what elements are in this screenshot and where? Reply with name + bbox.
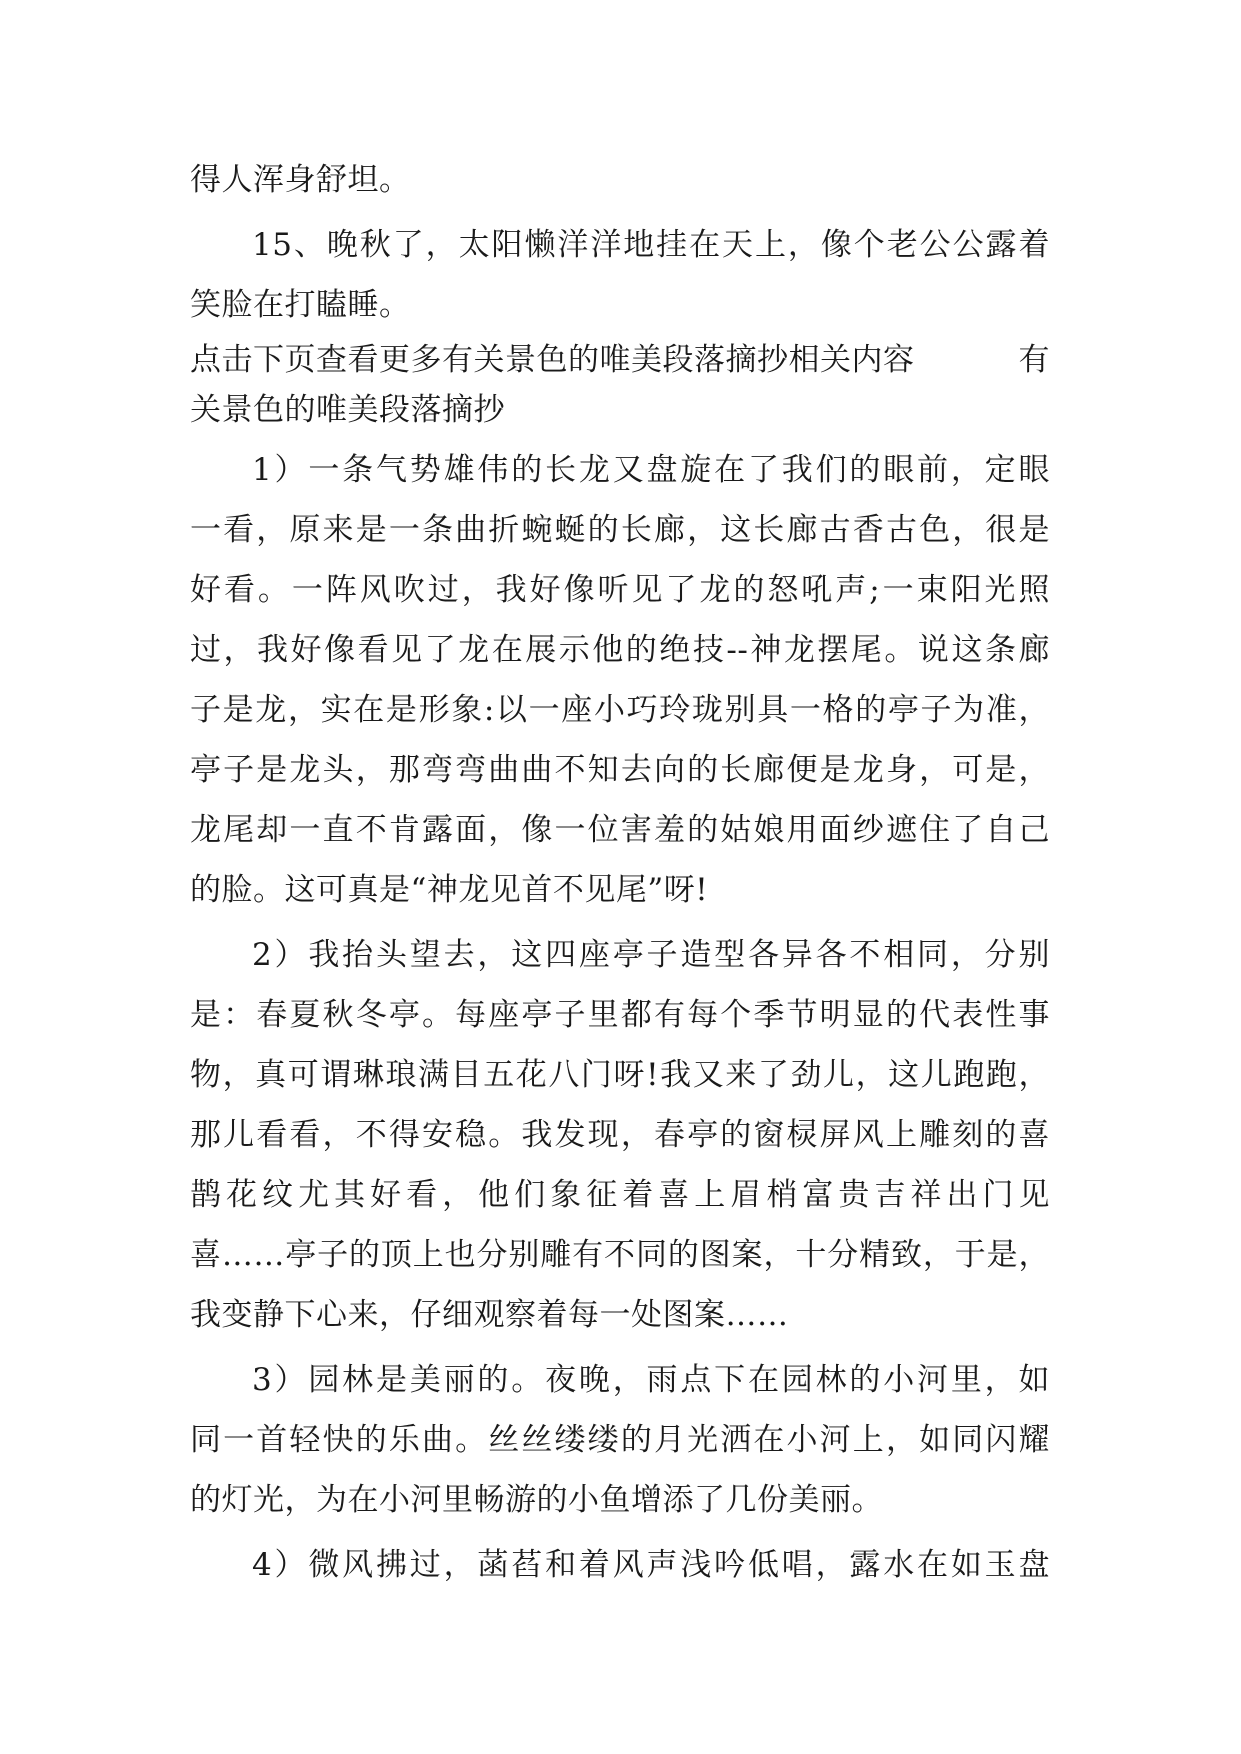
- text-line: 那儿看看，不得安稳。我发现，春亭的窗棂屏风上雕刻的喜: [190, 1117, 1050, 1153]
- text-line: 物，真可谓琳琅满目五花八门呀!我又来了劲儿，这儿跑跑，: [190, 1057, 1050, 1093]
- text-line: 的脸。这可真是“神龙见首不见尾”呀!: [190, 872, 709, 908]
- text-line: 好看。一阵风吹过，我好像听见了龙的怒吼声;一束阳光照: [190, 572, 1050, 608]
- text-line: 1）一条气势雄伟的长龙又盘旋在了我们的眼前，定眼: [252, 452, 1050, 488]
- text-line: 鹊花纹尤其好看，他们象征着喜上眉梢富贵吉祥出门见: [190, 1177, 1050, 1213]
- text-line: 是：春夏秋冬亭。每座亭子里都有每个季节明显的代表性事: [190, 997, 1050, 1033]
- next-page-link-tail: 有: [1018, 342, 1050, 378]
- text-line: 龙尾却一直不肯露面，像一位害羞的姑娘用面纱遮住了自己: [190, 812, 1050, 848]
- text-line: 子是龙，实在是形象:以一座小巧玲珑别具一格的亭子为准，: [190, 692, 1050, 728]
- next-page-link-text: 点击下页查看更多有关景色的唯美段落摘抄相关内容: [190, 342, 915, 378]
- text-line: 4）微风拂过，菡萏和着风声浅吟低唱，露水在如玉盘: [252, 1547, 1050, 1583]
- text-line: 关景色的唯美段落摘抄: [190, 392, 505, 428]
- text-line: 3）园林是美丽的。夜晚，雨点下在园林的小河里，如: [252, 1362, 1050, 1398]
- text-line: 2）我抬头望去，这四座亭子造型各异各不相同，分别: [252, 937, 1050, 973]
- text-line: 的灯光，为在小河里畅游的小鱼增添了几份美丽。: [190, 1482, 883, 1518]
- text-line: 同一首轻快的乐曲。丝丝缕缕的月光洒在小河上，如同闪耀: [190, 1422, 1050, 1458]
- text-line: 我变静下心来，仔细观察着每一处图案……: [190, 1297, 789, 1333]
- text-line: 得人浑身舒坦。: [190, 162, 411, 198]
- text-line: 过，我好像看见了龙在展示他的绝技--神龙摆尾。说这条廊: [190, 632, 1050, 668]
- text-line: 15、晚秋了，太阳懒洋洋地挂在天上，像个老公公露着: [252, 227, 1050, 263]
- text-line: 笑脸在打瞌睡。: [190, 287, 411, 323]
- text-line: 喜……亭子的顶上也分别雕有不同的图案，十分精致，于是，: [190, 1237, 1050, 1273]
- text-line: 一看，原来是一条曲折蜿蜒的长廊，这长廊古香古色，很是: [190, 512, 1050, 548]
- text-line: 亭子是龙头，那弯弯曲曲不知去向的长廊便是龙身，可是，: [190, 752, 1050, 788]
